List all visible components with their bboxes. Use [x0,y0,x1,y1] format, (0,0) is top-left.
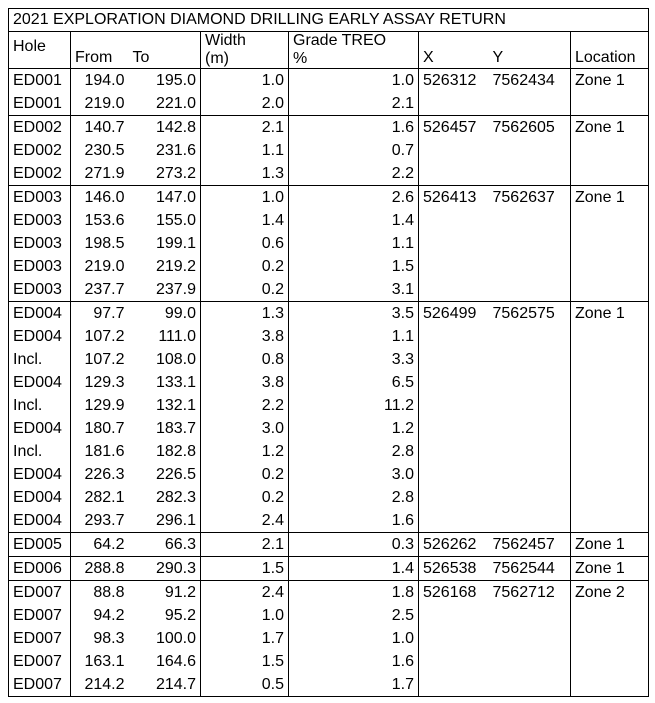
table-row [9,533,649,557]
table-row [9,486,649,509]
cell-hole: Incl. [9,440,71,463]
cell-to: 95.2 [129,604,201,627]
header-x: X [419,32,489,69]
cell-hole: ED003 [9,186,71,210]
cell-grade: 0.3 [289,533,419,557]
cell-width: 1.2 [201,440,289,463]
cell-width: 1.0 [201,186,289,210]
cell-grade: 3.3 [289,348,419,371]
cell-to: 214.7 [129,673,201,697]
cell-x [419,162,489,186]
cell-grade: 2.5 [289,604,419,627]
table-row [9,232,649,255]
cell-to: 195.0 [129,69,201,93]
cell-location: Zone 1 [571,69,649,93]
table-body [9,69,649,697]
cell-grade: 2.6 [289,186,419,210]
cell-width: 2.4 [201,581,289,605]
cell-from: 180.7 [84,420,125,437]
cell-to: 273.2 [129,162,201,186]
cell-location: Zone 2 [571,581,649,605]
cell-to: 296.1 [129,509,201,533]
cell-grade: 1.4 [289,557,419,581]
cell-from: 237.7 [84,281,125,298]
header-to: To [129,32,201,69]
header-from: From [71,32,129,69]
cell-grade: 1.4 [289,209,419,232]
cell-y [489,92,571,116]
table-row [9,209,649,232]
cell-hole: ED006 [9,557,71,581]
cell-y [489,509,571,533]
table-row [9,371,649,394]
cell-y [489,139,571,162]
cell-location: Zone 1 [571,116,649,140]
cell-from: 153.6 [84,212,125,229]
cell-grade: 1.8 [289,581,419,605]
cell-grade: 1.2 [289,417,419,440]
cell-location: Zone 1 [571,186,649,210]
cell-to: 226.5 [129,463,201,486]
cell-grade: 0.7 [289,139,419,162]
cell-grade: 1.6 [289,116,419,140]
cell-to: 290.3 [129,557,201,581]
header-width-unit: (m) [201,50,289,69]
cell-grade: 1.5 [289,255,419,278]
cell-width: 1.1 [201,139,289,162]
cell-y [489,325,571,348]
cell-y [489,627,571,650]
cell-x: 526413 [419,186,489,210]
cell-to: 147.0 [129,186,201,210]
cell-width: 0.2 [201,278,289,302]
table-row [9,348,649,371]
cell-hole: ED001 [9,69,71,93]
cell-grade: 1.6 [289,650,419,673]
cell-location [571,255,649,278]
cell-grade: 2.8 [289,440,419,463]
cell-from: 107.2 [84,328,125,345]
cell-location [571,627,649,650]
cell-x [419,209,489,232]
cell-to: 155.0 [129,209,201,232]
cell-y [489,604,571,627]
table-row [9,650,649,673]
cell-grade: 1.1 [289,325,419,348]
cell-width: 0.2 [201,486,289,509]
header-grade: Grade TREO [289,32,419,51]
cell-y: 7562434 [489,69,571,93]
cell-grade: 6.5 [289,371,419,394]
cell-location [571,348,649,371]
cell-grade: 3.0 [289,463,419,486]
cell-y [489,463,571,486]
table-row [9,627,649,650]
cell-hole: ED003 [9,278,71,302]
cell-x [419,394,489,417]
cell-hole: ED007 [9,604,71,627]
cell-from: 64.2 [71,533,129,557]
header-location: Location [571,32,649,69]
cell-hole: Incl. [9,394,71,417]
cell-y: 7562544 [489,557,571,581]
cell-from: 181.6 [84,443,125,460]
cell-x [419,509,489,533]
cell-y [489,394,571,417]
cell-from: 194.0 [71,69,129,93]
cell-x [419,673,489,697]
cell-from: 129.3 [84,374,125,391]
cell-width: 1.3 [201,162,289,186]
cell-width: 2.1 [201,533,289,557]
table-row [9,557,649,581]
cell-location [571,139,649,162]
cell-to: 282.3 [129,486,201,509]
cell-to: 66.3 [129,533,201,557]
cell-from: 98.3 [93,630,125,647]
cell-from: 129.9 [84,397,125,414]
cell-from: 97.7 [71,302,129,326]
cell-width: 1.5 [201,650,289,673]
cell-y: 7562575 [489,302,571,326]
cell-y [489,348,571,371]
cell-location: Zone 1 [571,533,649,557]
table-row [9,509,649,533]
cell-grade: 2.2 [289,162,419,186]
cell-location [571,417,649,440]
cell-width: 3.0 [201,417,289,440]
cell-hole: ED004 [9,463,71,486]
table-row [9,673,649,697]
table-row [9,325,649,348]
cell-location [571,486,649,509]
cell-x: 526262 [419,533,489,557]
cell-x [419,139,489,162]
cell-width: 1.5 [201,557,289,581]
cell-hole: ED007 [9,627,71,650]
table-row [9,69,649,93]
cell-hole: ED003 [9,209,71,232]
cell-from: 226.3 [84,466,125,483]
cell-x [419,278,489,302]
cell-x [419,486,489,509]
cell-x [419,627,489,650]
cell-from: 146.0 [71,186,129,210]
cell-hole: ED004 [9,302,71,326]
table-row [9,581,649,605]
cell-location [571,440,649,463]
cell-hole: ED003 [9,255,71,278]
cell-from: 163.1 [84,653,125,670]
cell-to: 132.1 [129,394,201,417]
cell-hole: ED004 [9,325,71,348]
cell-width: 0.5 [201,673,289,697]
cell-location [571,278,649,302]
cell-x [419,255,489,278]
cell-y [489,440,571,463]
cell-from: 140.7 [71,116,129,140]
cell-hole: ED007 [9,673,71,697]
cell-hole: ED004 [9,509,71,533]
cell-width: 0.2 [201,255,289,278]
cell-from: 219.0 [84,258,125,275]
cell-location [571,604,649,627]
cell-hole: ED003 [9,232,71,255]
cell-width: 2.1 [201,116,289,140]
cell-location: Zone 1 [571,302,649,326]
table-row [9,417,649,440]
cell-location [571,162,649,186]
assay-table [8,8,649,697]
cell-x [419,440,489,463]
cell-to: 142.8 [129,116,201,140]
cell-hole: ED007 [9,581,71,605]
cell-location [571,232,649,255]
cell-location [571,463,649,486]
cell-location [571,371,649,394]
cell-from: 107.2 [84,351,125,368]
cell-x [419,604,489,627]
cell-hole: ED005 [9,533,71,557]
cell-grade: 1.0 [289,627,419,650]
cell-grade: 1.6 [289,509,419,533]
cell-y [489,162,571,186]
cell-to: 219.2 [129,255,201,278]
cell-y: 7562712 [489,581,571,605]
cell-location [571,673,649,697]
cell-width: 1.0 [201,69,289,93]
cell-to: 91.2 [129,581,201,605]
cell-x: 526168 [419,581,489,605]
cell-grade: 1.7 [289,673,419,697]
cell-x [419,650,489,673]
table-row [9,394,649,417]
cell-grade: 1.1 [289,232,419,255]
cell-from: 219.0 [84,95,125,112]
cell-width: 0.8 [201,348,289,371]
cell-y [489,255,571,278]
cell-location [571,325,649,348]
table-row [9,278,649,302]
cell-to: 100.0 [129,627,201,650]
cell-hole: ED004 [9,371,71,394]
cell-y [489,650,571,673]
cell-location [571,209,649,232]
cell-y [489,371,571,394]
cell-y [489,232,571,255]
cell-x: 526312 [419,69,489,93]
cell-grade: 3.5 [289,302,419,326]
cell-hole: ED004 [9,417,71,440]
table-row [9,463,649,486]
cell-width: 1.3 [201,302,289,326]
cell-y: 7562457 [489,533,571,557]
cell-from: 88.8 [71,581,129,605]
cell-x [419,371,489,394]
table-title: 2021 EXPLORATION DIAMOND DRILLING EARLY ASSAY RETURN [9,9,649,32]
cell-grade: 1.0 [289,69,419,93]
cell-hole: Incl. [9,348,71,371]
cell-from: 198.5 [84,235,125,252]
cell-width: 3.8 [201,325,289,348]
cell-y [489,278,571,302]
cell-y: 7562637 [489,186,571,210]
header-y: Y [489,32,571,69]
cell-hole: ED002 [9,162,71,186]
cell-from: 230.5 [84,142,125,159]
cell-y [489,209,571,232]
cell-x [419,232,489,255]
assay-table-container [8,8,648,697]
cell-to: 199.1 [129,232,201,255]
cell-y [489,486,571,509]
table-row [9,440,649,463]
table-row [9,116,649,140]
cell-y: 7562605 [489,116,571,140]
cell-width: 0.2 [201,463,289,486]
cell-location: Zone 1 [571,557,649,581]
cell-grade: 11.2 [289,394,419,417]
cell-to: 237.9 [129,278,201,302]
table-row [9,302,649,326]
cell-x [419,348,489,371]
cell-from: 282.1 [84,489,125,506]
cell-location [571,650,649,673]
table-row [9,92,649,116]
cell-grade: 2.1 [289,92,419,116]
cell-location [571,394,649,417]
cell-y [489,417,571,440]
cell-width: 1.7 [201,627,289,650]
cell-to: 182.8 [129,440,201,463]
header-hole: Hole [9,32,71,69]
cell-grade: 3.1 [289,278,419,302]
cell-to: 111.0 [129,325,201,348]
cell-hole: ED002 [9,116,71,140]
header-row-1 [9,32,649,51]
cell-to: 108.0 [129,348,201,371]
cell-width: 1.4 [201,209,289,232]
table-row [9,255,649,278]
header-width: Width [201,32,289,51]
cell-x: 526538 [419,557,489,581]
cell-location [571,509,649,533]
table-row [9,139,649,162]
cell-width: 3.8 [201,371,289,394]
cell-location [571,92,649,116]
table-row [9,186,649,210]
cell-x [419,92,489,116]
cell-x: 526499 [419,302,489,326]
cell-to: 221.0 [129,92,201,116]
cell-x: 526457 [419,116,489,140]
cell-grade: 2.8 [289,486,419,509]
cell-x [419,417,489,440]
cell-hole: ED001 [9,92,71,116]
cell-to: 183.7 [129,417,201,440]
cell-hole: ED004 [9,486,71,509]
cell-from: 288.8 [71,557,129,581]
cell-x [419,325,489,348]
cell-to: 99.0 [129,302,201,326]
cell-from: 271.9 [84,165,125,182]
cell-width: 1.0 [201,604,289,627]
cell-hole: ED002 [9,139,71,162]
table-row [9,162,649,186]
header-grade-unit: % [289,50,419,69]
cell-from: 94.2 [93,607,125,624]
cell-hole: ED007 [9,650,71,673]
cell-y [489,673,571,697]
cell-from: 214.2 [71,673,129,697]
cell-width: 2.0 [201,92,289,116]
cell-to: 164.6 [129,650,201,673]
cell-width: 0.6 [201,232,289,255]
cell-x [419,463,489,486]
cell-to: 231.6 [129,139,201,162]
table-title-row [9,9,649,32]
table-row [9,604,649,627]
cell-width: 2.4 [201,509,289,533]
cell-from: 293.7 [84,512,125,529]
cell-to: 133.1 [129,371,201,394]
cell-width: 2.2 [201,394,289,417]
